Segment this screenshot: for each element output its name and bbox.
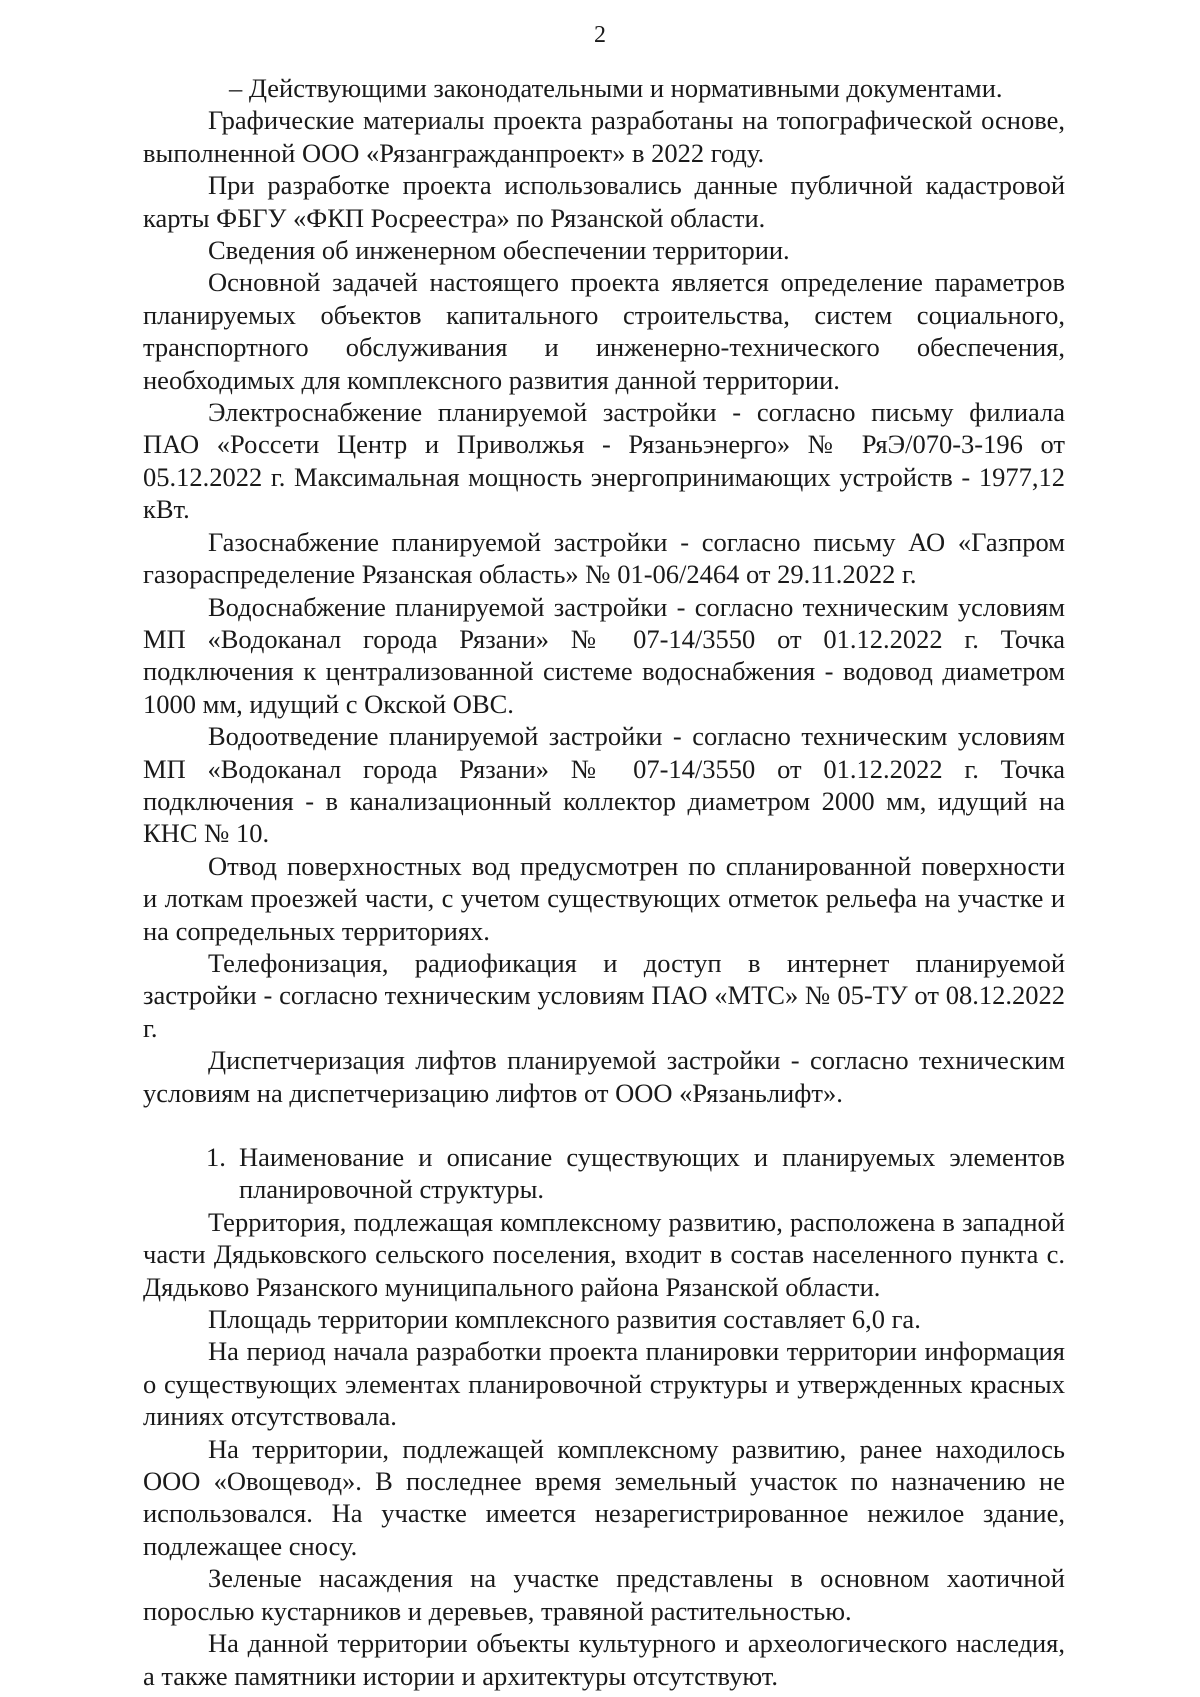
page-number: 2 <box>594 22 606 48</box>
paragraph-gas: Газоснабжение планируемой застройки - согласно письму АО «Газпром газораспределение Рязанская область» № 01-06/2464 от 29.11.2022 г. <box>143 526 1065 590</box>
paragraph-telephony: Телефонизация, радиофикация и доступ в интернет планируемой застройки - согласно техническим условиям ПАО «МТС» № 05-ТУ от 08.12.2022 г. <box>143 947 1065 1043</box>
paragraph-engineering-info: Сведения об инженерном обеспечении территории. <box>208 235 790 266</box>
paragraph-red-lines: На период начала разработки проекта планировки территории информация о существующих элементах планировочной структуры и утвержденных красных линиях отсутствовала. <box>143 1336 1065 1432</box>
paragraph-territory-area: Площадь территории комплексного развития составляет 6,0 га. <box>208 1304 921 1335</box>
paragraph-cadastral-map: При разработке проекта использовались данные публичной кадастровой карты ФБГУ «ФКП Росреестра» по Рязанской области. <box>143 170 1065 233</box>
section-number: 1. <box>206 1142 226 1172</box>
paragraph-water-supply: Водоснабжение планируемой застройки - согласно техническим условиям МП «Водоканал города Рязани» № 07-14/3550 от 01.12.2022 г. Точка подключения к централизованной системе водоснабжения - водовод диаметром 1000 мм, идущий с Окской ОВС. <box>143 591 1065 719</box>
paragraph-former-owner: На территории, подлежащей комплексному развитию, ранее находилось ООО «Овощевод». В последнее время земельный участок по назначению не использовался. На участке имеется незарегистрированное нежилое здание, подлежащее сносу. <box>143 1433 1065 1561</box>
paragraph-surface-water: Отвод поверхностных вод предусмотрен по спланированной поверхности и лоткам проезжей части, с учетом существующих отметок рельефа на участке и на сопредельных территориях. <box>143 850 1065 946</box>
section-spacer <box>143 1109 1065 1141</box>
paragraph-sewerage: Водоотведение планируемой застройки - согласно техническим условиям МП «Водоканал города Рязани» № 07-14/3550 от 01.12.2022 г. Точка подключения - в канализационный коллектор диаметром 2000 мм, идущий на КНС № 10. <box>143 721 1065 849</box>
dash-list-item: – Действующими законодательными и нормативными документами. <box>229 73 1003 103</box>
section-heading <box>143 1141 1065 1206</box>
document-body <box>143 72 1065 1692</box>
paragraph-graphic-materials: Графические материалы проекта разработаны на топографической основе, выполненной ООО «Рязангражданпроект» в 2022 году. <box>143 105 1065 168</box>
paragraph-greenery: Зеленые насаждения на участке представлены в основном хаотичной порослью кустарников и деревьев, травяной растительностью. <box>143 1563 1065 1626</box>
paragraph-electricity: Электроснабжение планируемой застройки - согласно письму филиала ПАО «Россети Центр и Приволжья - Рязаньэнерго» № РяЭ/070-3-196 от 05.12.2022 г. Максимальная мощность энергопринимающих устройств - 1977,12 кВт. <box>143 397 1065 525</box>
paragraph-main-task: Основной задачей настоящего проекта является определение параметров планируемых объектов капитального строительства, систем социального, транспортного обслуживания и инженерно-технического обеспечения, необходимых для комплексного развития данной территории. <box>143 267 1065 395</box>
paragraph-lift-dispatching: Диспетчеризация лифтов планируемой застройки - согласно техническим условиям на диспетчеризацию лифтов от ООО «Рязаньлифт». <box>143 1045 1065 1108</box>
paragraph-territory-location: Территория, подлежащая комплексному развитию, расположена в западной части Дядьковского сельского поселения, входит в состав населенного пункта с. Дядьково Рязанского муниципального района Рязанской области. <box>143 1206 1065 1302</box>
section-title: Наименование и описание существующих и планируемых элементов планировочной структуры. <box>239 1142 1065 1205</box>
paragraph-heritage: На данной территории объекты культурного и археологического наследия, а также памятники истории и архитектуры отсутствуют. <box>143 1628 1065 1691</box>
